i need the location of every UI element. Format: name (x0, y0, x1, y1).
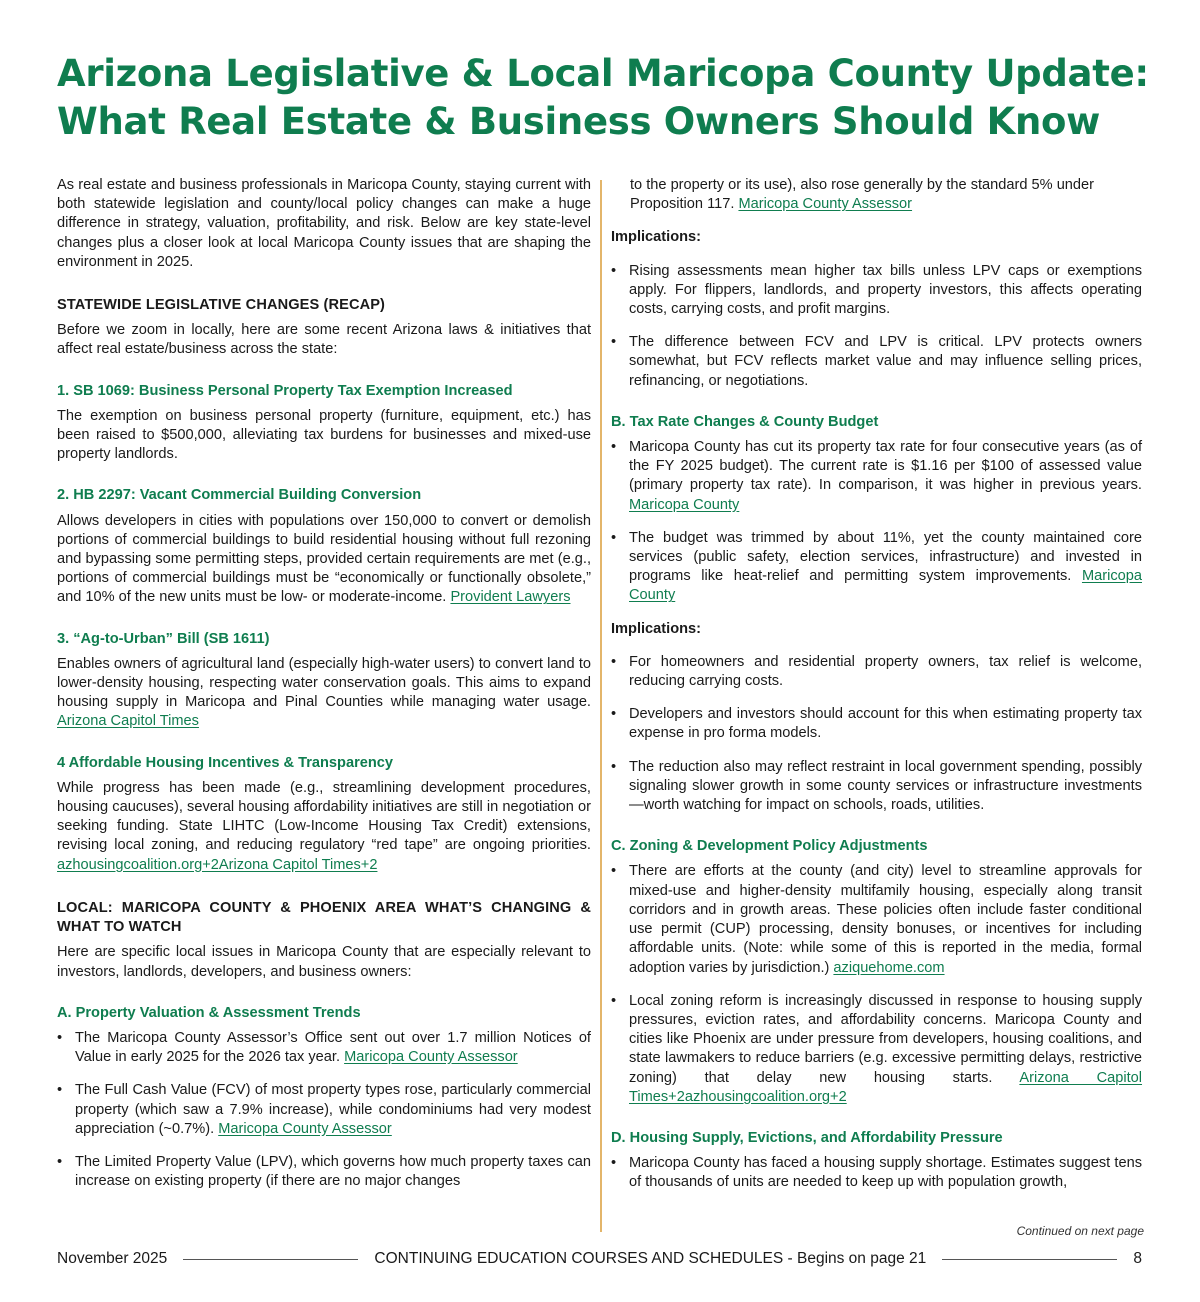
title-line-2: What Real Estate & Business Owners Should Know (57, 100, 1101, 143)
right-column (611, 176, 1142, 1193)
title-line-1: Arizona Legislative & Local Maricopa County Update: (57, 52, 1149, 95)
local-intro: Here are specific local issues in Maricopa County that are especially relevant to investors, landlords, developers, and business owners: (57, 944, 591, 980)
list-item (611, 438, 1142, 515)
source-link-provident[interactable]: Provident Lawyers (450, 589, 571, 606)
local-heading: LOCAL: MARICOPA COUNTY & PHOENIX AREA WHAT’S CHANGING & WHAT TO WATCH (57, 899, 591, 936)
source-link-capitol-times[interactable]: Arizona Capitol Times+2azhousingcoalition.org+2 (629, 1069, 1143, 1105)
list-item: • For homeowners and residential property owners, tax relief is welcome, reducing carrying costs. (611, 653, 1142, 691)
bullet-text: There are efforts at the county (and city) level to streamline approvals for mixed-use and higher-density multifamily housing, especially along transit corridors and in growth areas. These policies often include faster conditional use permit (CUP) processing, density bonuses, or incentives for including affordable units. (Note: while some of this is reported in the media, formal adoption varies by jurisdiction.) (629, 863, 1142, 976)
section-d-heading: D. Housing Supply, Evictions, and Affordability Pressure (611, 1129, 1003, 1146)
section-1-heading: 1. SB 1069: Business Personal Property Tax Exemption Increased (57, 382, 513, 399)
section-4-text: While progress has been made (e.g., streamlining development procedures, housing caucuses), several housing affordability initiatives are still in negotiation or seeking funding. State LIHTC (Low-Income Housing Tax Credit) extensions, revising local zoning, and reducing regulatory “red tape” are ongoing priorities. (57, 779, 591, 854)
section-2-body (57, 512, 591, 608)
source-link-maricopa[interactable]: Maricopa County (629, 496, 740, 513)
source-link-assessor[interactable]: Maricopa County Assessor (218, 1120, 392, 1137)
continued-bullet (630, 176, 1142, 214)
section-3-text: Enables owners of agricultural land (especially high-water users) to convert land to lower-density housing, respecting water conservation goals. This aims to expand housing supply in Maricopa and Pinal Counties while managing water usage. (57, 655, 591, 711)
section-3-heading: 3. “Ag-to-Urban” Bill (SB 1611) (57, 630, 270, 647)
list-item: • Rising assessments mean higher tax bills unless LPV caps or exemptions apply. For flippers, landlords, and property investors, this affects operating costs, carrying costs, and profit margins. (611, 262, 1142, 320)
section-c-heading: C. Zoning & Development Policy Adjustments (611, 838, 928, 855)
source-link-assessor[interactable]: Maricopa County Assessor (344, 1049, 518, 1066)
list-item (611, 862, 1142, 977)
section-4-heading: 4 Affordable Housing Incentives & Transparency (57, 754, 394, 771)
list-item (611, 992, 1142, 1107)
bullet-text: The Maricopa County Assessor’s Office sent out over 1.7 million Notices of Value in early 2025 for the 2026 tax year. (75, 1029, 591, 1066)
list-item (57, 1081, 591, 1139)
bullet-text: to the property or its use), also rose generally by the standard 5% under Proposition 117. (630, 177, 1095, 213)
section-b-list (611, 438, 1142, 606)
source-link-azique[interactable]: aziquehome.com (833, 959, 945, 976)
statewide-heading: STATEWIDE LEGISLATIVE CHANGES (RECAP) (57, 297, 386, 314)
column-divider (600, 180, 602, 1232)
statewide-intro: Before we zoom in locally, here are some recent Arizona laws & initiatives that affect real estate/business across the state: (57, 322, 591, 358)
section-1-body: The exemption on business personal property (furniture, equipment, etc.) has been raised to $500,000, alleviating tax burdens for businesses and mixed-use property landlords. (57, 407, 591, 463)
section-2-heading: 2. HB 2297: Vacant Commercial Building Conversion (57, 487, 422, 504)
list-item (611, 529, 1142, 606)
section-c-list (611, 862, 1142, 1106)
left-column (57, 176, 591, 1191)
source-link-maricopa[interactable]: Maricopa County (629, 568, 1142, 604)
section-a-list (57, 1029, 591, 1191)
list-item (57, 1153, 591, 1191)
bullet-text: The Limited Property Value (LPV), which governs how much property taxes can increase on existing property (if there are no major changes (75, 1153, 591, 1190)
footer-rule (183, 1259, 358, 1260)
list-item: • Maricopa County has faced a housing supply shortage. Estimates suggest tens of thousands of units are needed to keep up with population growth, (611, 1154, 1142, 1192)
section-4-body (57, 779, 591, 875)
implications-list-2 (611, 653, 1142, 815)
bullet-text: The Full Cash Value (FCV) of most property types rose, particularly commercial property (which saw a 7.9% increase), while condominiums had very modest appreciation (~0.7%). (75, 1082, 591, 1137)
list-item: • The reduction also may reflect restraint in local government spending, possibly signaling slower growth in some county services or infrastructure investments—worth watching for impact on schools, roads, utilities. (611, 758, 1142, 816)
section-3-body (57, 655, 591, 732)
section-b-heading: B. Tax Rate Changes & County Budget (611, 413, 879, 430)
implications-heading: Implications: (611, 620, 702, 637)
implications-list-1 (611, 262, 1142, 391)
source-link-capitol-times[interactable]: Arizona Capitol Times (57, 713, 199, 730)
source-link-assessor[interactable]: Maricopa County Assessor (738, 196, 913, 213)
continued-note: Continued on next page (1016, 1224, 1144, 1238)
section-d-list (611, 1154, 1142, 1192)
intro-paragraph: As real estate and business professionals in Maricopa County, staying current with both statewide legislation and county/local policy changes can make a huge difference in strategy, valuation, profitability, and risk. Below are key state-level changes plus a closer look at local Maricopa County issues that are shaping the environment in 2025. (57, 177, 591, 270)
page-footer (57, 1248, 1142, 1270)
page-number: 8 (1133, 1250, 1143, 1267)
implications-heading: Implications: (611, 229, 702, 246)
footer-courses-note: CONTINUING EDUCATION COURSES AND SCHEDULES - Begins on page 21 (374, 1250, 927, 1267)
list-item: • The difference between FCV and LPV is critical. LPV protects owners somewhat, but FCV reflects market value and may influence selling prices, refinancing, or negotiations. (611, 333, 1142, 391)
source-link-azhousing[interactable]: azhousingcoalition.org+2Arizona Capitol Times+2 (57, 856, 378, 873)
bullet-text: Maricopa County has cut its property tax rate for four consecutive years (as of the FY 2025 budget). The current rate is $1.16 per $100 of assessed value (primary property tax rate). In comparison, it was higher in previous years. (629, 439, 1142, 494)
list-item: • Developers and investors should account for this when estimating property tax expense in pro forma models. (611, 705, 1142, 743)
list-item (57, 1029, 591, 1067)
section-a-heading: A. Property Valuation & Assessment Trends (57, 1004, 361, 1021)
bullet-text: The budget was trimmed by about 11%, yet the county maintained core services (public safety, election services, infrastructure) and invested in programs like heat-relief and permitting system improvements. (629, 529, 1142, 585)
footer-date: November 2025 (57, 1250, 168, 1267)
section-2-text: Allows developers in cities with populations over 150,000 to convert or demolish portions of commercial buildings to build residential housing without full rezoning and bypassing some permitting steps, provided certain requirements are met (e.g., portions of commercial buildings must be “economically or functionally obsolete,” and 10% of the new units must be low- or moderate-income. (57, 512, 591, 606)
page-title (57, 50, 1157, 146)
bullet-text: Local zoning reform is increasingly discussed in response to housing supply pressures, eviction rates, and affordability concerns. Maricopa County and cities like Phoenix are under pressure from developers, housing coalitions, and state lawmakers to reduce barriers (e.g. excessive permitting delays, restrictive zoning) that delay new housing starts. (629, 992, 1142, 1086)
footer-rule (942, 1259, 1117, 1260)
